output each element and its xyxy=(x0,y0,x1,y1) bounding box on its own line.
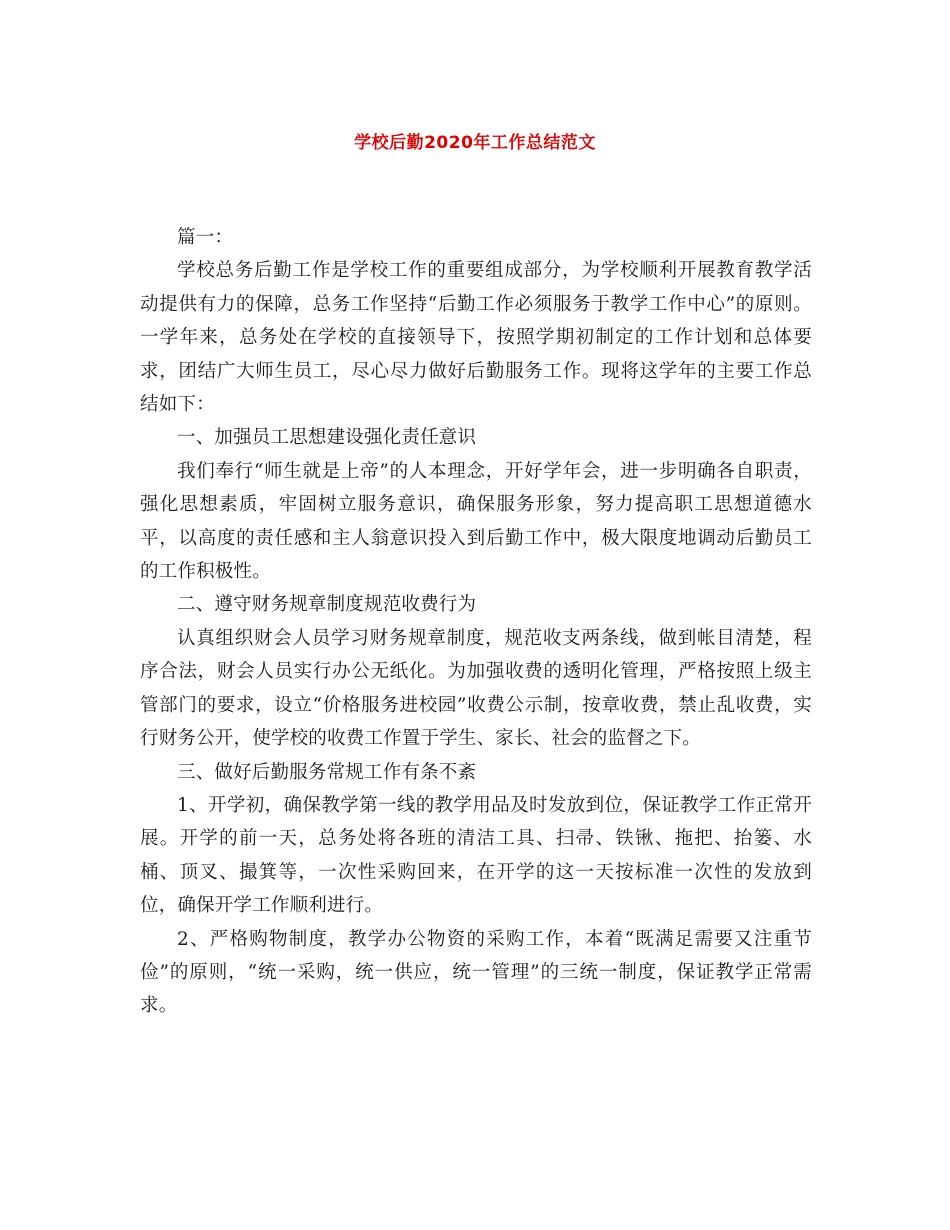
paragraph-3-item-1: 1、开学初，确保教学第一线的教学用品及时发放到位，保证教学工作正常开展。开学的前一天，总务处将各班的清洁工具、扫帚、铁锹、拖把、抬篓、水桶、顶叉、撮箕等，一次性采购回来，在开学的这一天按标准一次性的发放到位，确保开学工作顺利进行。 xyxy=(140,794,812,917)
paragraph-2: 认真组织财会人员学习财务规章制度，规范收支两条线，做到帐目清楚，程序合法，财会人员实行办公无纸化。为加强收费的透明化管理，严格按照上级主管部门的要求，设立“价格服务进校园”收费公示制，按章收费，禁止乱收费，实行财务公开，使学校的收费工作置于学生、家长、社会的监督之下。 xyxy=(140,627,812,750)
intro-paragraph: 学校总务后勤工作是学校工作的重要组成部分，为学校顺利开展教育教学活动提供有力的保障，总务工作坚持“后勤工作必须服务于教学工作中心”的原则。一学年来，总务处在学校的直接领导下，按照学期初制定的工作计划和总体要求，团结广大师生员工，尽心尽力做好后勤服务工作。现将这学年的主要工作总结如下： xyxy=(140,260,812,416)
document-title: 学校后勤2020年工作总结范文 xyxy=(354,133,596,153)
section-label: 篇一： xyxy=(177,227,234,248)
paragraph-1: 我们奉行“师生就是上帝”的人本理念，开好学年会，进一步明确各自职责，强化思想素质，牢固树立服务意识，确保服务形象，努力提高职工思想道德水平，以高度的责任感和主人翁意识投入到后勤工作中，极大限度地调动后勤员工的工作积极性。 xyxy=(140,460,812,583)
heading-2: 二、遵守财务规章制度规范收费行为 xyxy=(177,594,477,616)
heading-3: 三、做好后勤服务常规工作有条不紊 xyxy=(177,761,477,783)
paragraph-3-item-2: 2、严格购物制度，教学办公物资的采购工作，本着“既满足需要又注重节俭”的原则，“统一采购，统一供应，统一管理”的三统一制度，保证教学正常需求。 xyxy=(140,928,812,1017)
heading-1: 一、加强员工思想建设强化责任意识 xyxy=(177,427,477,449)
document-body xyxy=(140,221,812,1023)
